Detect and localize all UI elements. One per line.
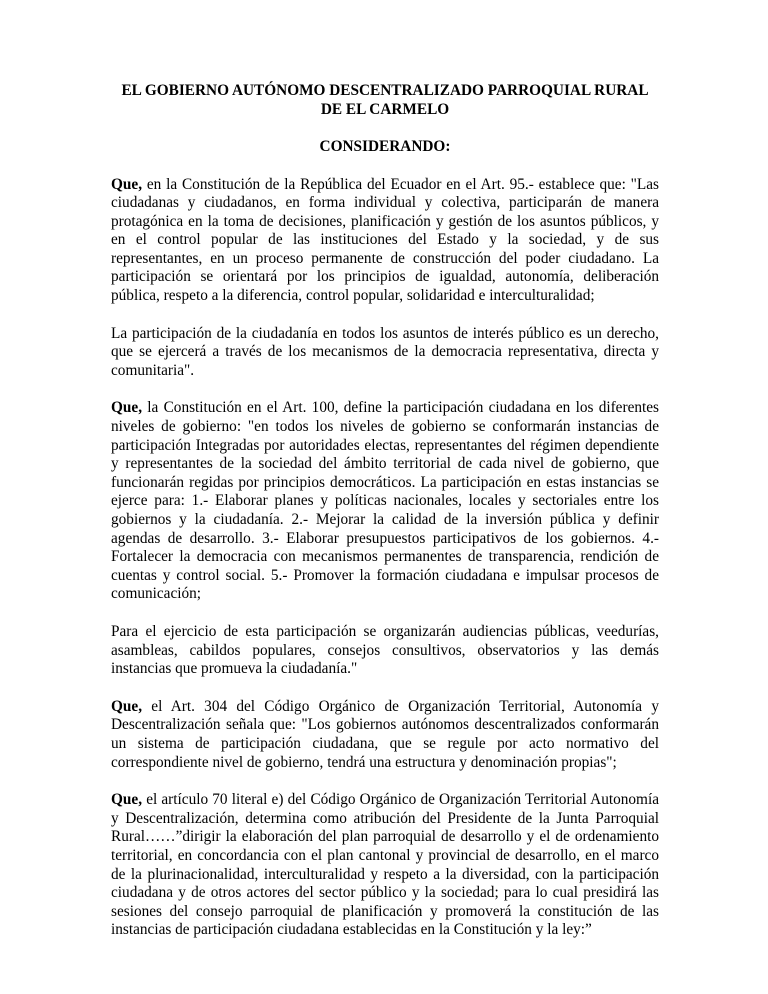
paragraph-art-100 <box>111 399 659 604</box>
paragraph-text: el artículo 70 literal e) del Código Orgánico de Organización Territorial Autonomía y Descentralización, determina como atribución del Presidente de la Junta Parroquial Rural……”dirigir la elaboración del plan parroquial de desarrollo y el de ordenamiento territorial, en concordancia con el plan cantonal y provincial de desarrollo, en el marco de la plurinacionalidad, interculturalidad y respeto a la diversidad, con la participación ciudadana y de otros actores del sector público y la sociedad; para lo cual presidirá las sesiones del consejo parroquial de planificación y promoverá la constitución de las instancias de participación ciudadana establecidas en la Constitución y la ley:” <box>111 791 659 939</box>
paragraph-art-70 <box>111 791 659 940</box>
paragraph-text: el Art. 304 del Código Orgánico de Organización Territorial, Autonomía y Descentralización señala que: "Los gobiernos autónomos descentralizados conformarán un sistema de participación ciudadana, que se regule por acto normativo del correspondiente nivel de gobierno, tendrá una estructura y denominación propias"; <box>111 697 659 771</box>
paragraph-art-304 <box>111 698 659 772</box>
paragraph-text: Para el ejercicio de esta participación se organizarán audiencias públicas, veedurías, asambleas, cabildos populares, consejos consultivos, observatorios y las demás instancias que promueva la ciudadanía." <box>111 622 659 678</box>
paragraph-lead: Que, <box>111 175 143 193</box>
paragraph-participation-right <box>111 325 659 381</box>
paragraph-text: en la Constitución de la República del Ecuador en el Art. 95.- establece que: "Las ciudadanas y ciudadanos, en forma individual y colectiva, participarán de manera protagónica en la toma de decisiones, planificación y gestión de los asuntos públicos, y en el control popular de las instituciones del Estado y la sociedad, y de sus representantes, en un proceso permanente de construcción del poder ciudadano. La participación se orientará por los principios de igualdad, autonomía, deliberación pública, respeto a la diferencia, control popular, solidaridad e interculturalidad; <box>111 175 659 305</box>
paragraph-participation-exercise <box>111 623 659 679</box>
document-title-line-1: EL GOBIERNO AUTÓNOMO DESCENTRALIZADO PARROQUIAL RURAL <box>121 82 649 99</box>
considerando-heading: CONSIDERANDO: <box>319 138 451 155</box>
paragraph-lead: Que, <box>111 697 143 715</box>
paragraph-lead: Que, <box>111 791 143 809</box>
paragraph-text: la Constitución en el Art. 100, define la participación ciudadana en los diferentes niveles de gobierno: "en todos los niveles de gobierno se conformarán instancias de participación Integradas por autoridades electas, representantes del régimen dependiente y representantes de la sociedad del ámbito territorial de cada nivel de gobierno, que funcionarán regidas por principios democráticos. La participación en estas instancias se ejerce para: 1.- Elaborar planes y políticas nacionales, locales y sectoriales entre los gobiernos y la ciudadanía. 2.- Mejorar la calidad de la inversión pública y definir agendas de desarrollo. 3.- Elaborar presupuestos participativos de los gobiernos. 4.- Fortalecer la democracia con mecanismos permanentes de transparencia, rendición de cuentas y control social. 5.- Promover la formación ciudadana e impulsar procesos de comunicación; <box>111 399 659 603</box>
paragraph-text: La participación de la ciudadanía en todos los asuntos de interés público es un derecho, que se ejercerá a través de los mecanismos de la democracia representativa, directa y comunitaria". <box>111 324 659 379</box>
document-page <box>111 82 659 940</box>
paragraph-art-95 <box>111 176 659 306</box>
document-title <box>111 82 659 119</box>
document-title-line-2: DE EL CARMELO <box>320 100 450 118</box>
paragraph-lead: Que, <box>111 399 143 417</box>
